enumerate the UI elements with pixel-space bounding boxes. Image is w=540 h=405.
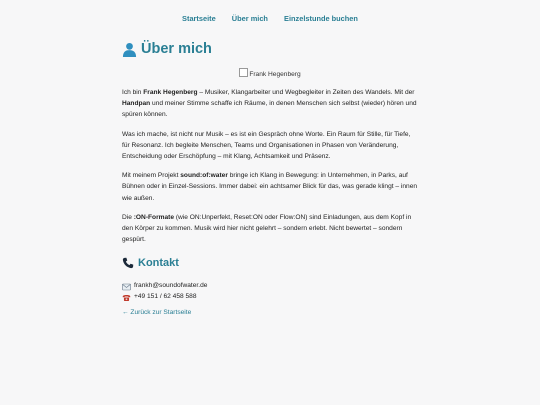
bio-paragraph-2: Was ich mache, ist nicht nur Musik – es ist ein Gespräch ohne Worte. Ein Raum für Stille, für Tiefe, für Resonanz. Ich begleite Menschen, Teams und Organisationen in Phasen von Veränderung, Entscheidung oder Erschöpfung – mit Klang, Achtsamkeit und Präsenz. (122, 130, 411, 161)
back-to-home-link[interactable]: ← Zurück zur Startseite (122, 309, 192, 317)
contact-heading (122, 255, 418, 271)
bio-p4-pre: Die (122, 213, 134, 221)
nav-link-startseite[interactable]: Startseite (182, 14, 216, 23)
contact-details (122, 281, 418, 303)
main-content (122, 38, 418, 316)
page-title-text: Über mich (141, 41, 212, 57)
nav-link-ueber-mich[interactable]: Über mich (231, 14, 268, 23)
phone-number[interactable]: +49 151 / 62 458 588 (134, 293, 197, 301)
broken-image-icon (239, 68, 248, 77)
formats-name: :ON-Formate (133, 213, 175, 221)
portrait-alt-text: Frank Hegenberg (249, 71, 301, 78)
instrument-name: Handpan (122, 100, 151, 108)
envelope-icon (122, 283, 131, 291)
artist-name: Frank Hegenberg (143, 89, 198, 96)
bio-p1-pre: Ich bin (122, 89, 144, 96)
bio-paragraph-4 (122, 212, 418, 246)
bio-p4-post: (wie ON:Unperfekt, Reset:ON oder Flow:ON) sind Einladungen, aus dem Kopf in den Körper zu kommen. Musik wird hier nicht gelehrt – sondern erlebt. Nicht bewertet – sondern gespürt. (122, 213, 412, 244)
bio-paragraph-1 (122, 87, 418, 121)
person-icon (122, 42, 137, 57)
email-row (122, 281, 418, 292)
bio-p1-post: und meiner Stimme schaffe ich Räume, in denen Menschen sich selbst (wieder) hören und spüren können. (122, 100, 417, 119)
phone-icon (122, 257, 134, 269)
nav-link-einzelstunde-buchen[interactable]: Einzelstunde buchen (284, 14, 358, 23)
phone-row (122, 292, 418, 303)
bio-paragraph-3 (122, 170, 418, 204)
bio-p1-mid: – Musiker, Klangarbeiter und Wegbegleiter in Zeiten des Wandels. Mit der (197, 89, 415, 96)
project-name: sound:of:water (180, 172, 228, 180)
top-nav (0, 14, 540, 23)
bio-p3-pre: Mit meinem Projekt (122, 172, 181, 180)
email-link[interactable]: frankh@soundofwater.de (134, 282, 208, 290)
telephone-icon (122, 294, 131, 302)
contact-heading-text: Kontakt (138, 257, 179, 270)
bio-p3-post: bringe ich Klang in Bewegung: in Unternehmen, in Parks, auf Bühnen oder in Einzel-Sessions. Immer dabei: ein achtsamer Blick für das, was gerade klingt – innen wie außen. (122, 172, 418, 202)
portrait-image (122, 68, 418, 80)
page-title (122, 38, 418, 60)
